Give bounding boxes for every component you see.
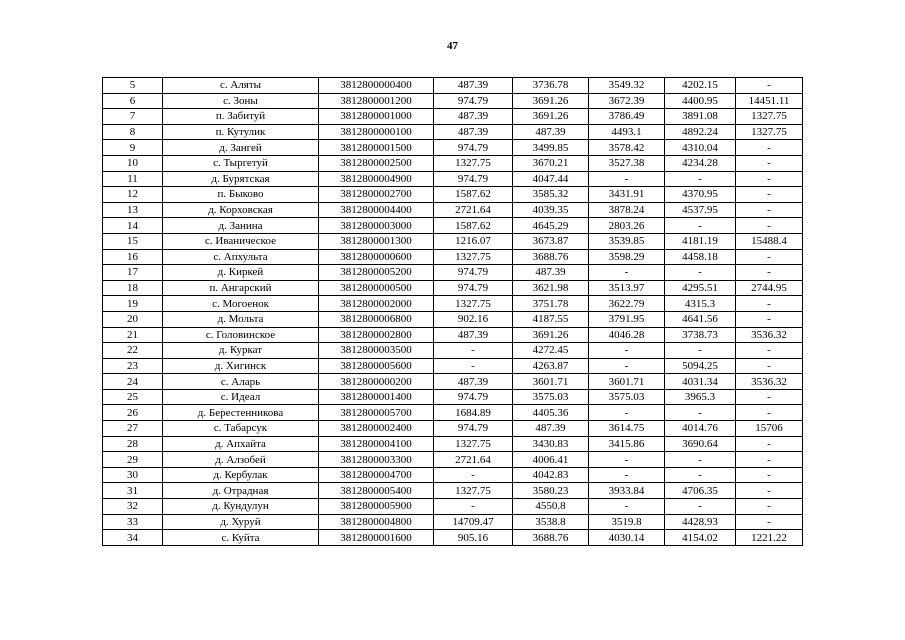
settlement-name-cell: с. Табарсук bbox=[163, 421, 319, 437]
value-cell-2: 3688.76 bbox=[513, 530, 589, 546]
settlement-name-cell: д. Кербулак bbox=[163, 467, 319, 483]
value-cell-2: 4187.55 bbox=[513, 311, 589, 327]
settlement-name-cell: с. Тыргетуй bbox=[163, 155, 319, 171]
table-row bbox=[103, 280, 803, 296]
value-cell-3: 2803.26 bbox=[589, 218, 665, 234]
oktmo-code-cell: 3812800000200 bbox=[319, 374, 434, 390]
table-row bbox=[103, 374, 803, 390]
value-cell-3: 3878.24 bbox=[589, 202, 665, 218]
settlement-name-cell: д. Отрадная bbox=[163, 483, 319, 499]
oktmo-code-cell: 3812800004400 bbox=[319, 202, 434, 218]
value-cell-1: - bbox=[434, 499, 513, 515]
value-cell-3: 3672.39 bbox=[589, 93, 665, 109]
value-cell-4: 4400.95 bbox=[665, 93, 736, 109]
value-cell-1: 487.39 bbox=[434, 124, 513, 140]
oktmo-code-cell: 3812800006800 bbox=[319, 311, 434, 327]
settlement-name-cell: д. Хигинск bbox=[163, 358, 319, 374]
table-row bbox=[103, 155, 803, 171]
value-cell-2: 3688.76 bbox=[513, 249, 589, 265]
value-cell-3: 4030.14 bbox=[589, 530, 665, 546]
table-row bbox=[103, 436, 803, 452]
value-cell-2: 3601.71 bbox=[513, 374, 589, 390]
settlement-name-cell: с. Куйта bbox=[163, 530, 319, 546]
oktmo-code-cell: 3812800003000 bbox=[319, 218, 434, 234]
value-cell-5: 2744.95 bbox=[736, 280, 803, 296]
settlement-name-cell: д. Зангей bbox=[163, 140, 319, 156]
settlement-name-cell: д. Хуруй bbox=[163, 514, 319, 530]
value-cell-5: - bbox=[736, 265, 803, 281]
value-cell-3: 3513.97 bbox=[589, 280, 665, 296]
value-cell-3: - bbox=[589, 343, 665, 359]
table-row bbox=[103, 124, 803, 140]
value-cell-5: 15706 bbox=[736, 421, 803, 437]
value-cell-2: 3499.85 bbox=[513, 140, 589, 156]
table-row bbox=[103, 483, 803, 499]
oktmo-code-cell: 3812800004700 bbox=[319, 467, 434, 483]
value-cell-3: 3578.42 bbox=[589, 140, 665, 156]
row-number-cell: 11 bbox=[103, 171, 163, 187]
value-cell-4: 4706.35 bbox=[665, 483, 736, 499]
value-cell-5: - bbox=[736, 218, 803, 234]
value-cell-2: 3430.83 bbox=[513, 436, 589, 452]
value-cell-2: 4405.36 bbox=[513, 405, 589, 421]
value-cell-2: 4272.45 bbox=[513, 343, 589, 359]
value-cell-4: 4234.28 bbox=[665, 155, 736, 171]
value-cell-4: 5094.25 bbox=[665, 358, 736, 374]
value-cell-5: 1221.22 bbox=[736, 530, 803, 546]
value-cell-1: 2721.64 bbox=[434, 452, 513, 468]
value-cell-2: 3691.26 bbox=[513, 109, 589, 125]
value-cell-1: - bbox=[434, 467, 513, 483]
value-cell-4: 4295.51 bbox=[665, 280, 736, 296]
table-row bbox=[103, 265, 803, 281]
oktmo-code-cell: 3812800004900 bbox=[319, 171, 434, 187]
value-cell-3: 3791.95 bbox=[589, 311, 665, 327]
settlement-name-cell: д. Занина bbox=[163, 218, 319, 234]
value-cell-1: 1327.75 bbox=[434, 249, 513, 265]
row-number-cell: 5 bbox=[103, 78, 163, 94]
row-number-cell: 6 bbox=[103, 93, 163, 109]
settlement-name-cell: с. Зоны bbox=[163, 93, 319, 109]
value-cell-5: - bbox=[736, 467, 803, 483]
oktmo-code-cell: 3812800000400 bbox=[319, 78, 434, 94]
table-row bbox=[103, 296, 803, 312]
value-cell-5: - bbox=[736, 436, 803, 452]
value-cell-1: - bbox=[434, 358, 513, 374]
value-cell-2: 3673.87 bbox=[513, 233, 589, 249]
value-cell-4: 4370.95 bbox=[665, 187, 736, 203]
value-cell-5: - bbox=[736, 249, 803, 265]
value-cell-5: - bbox=[736, 311, 803, 327]
row-number-cell: 15 bbox=[103, 233, 163, 249]
value-cell-4: 3690.64 bbox=[665, 436, 736, 452]
value-cell-5: - bbox=[736, 155, 803, 171]
value-cell-4: 4014.76 bbox=[665, 421, 736, 437]
value-cell-5: - bbox=[736, 78, 803, 94]
settlement-name-cell: с. Идеал bbox=[163, 389, 319, 405]
value-cell-2: 4042.83 bbox=[513, 467, 589, 483]
value-cell-3: - bbox=[589, 467, 665, 483]
oktmo-code-cell: 3812800002800 bbox=[319, 327, 434, 343]
value-cell-4: - bbox=[665, 467, 736, 483]
value-cell-5: - bbox=[736, 202, 803, 218]
table-row bbox=[103, 421, 803, 437]
settlements-table bbox=[102, 77, 803, 546]
table-row bbox=[103, 499, 803, 515]
value-cell-3: 3539.85 bbox=[589, 233, 665, 249]
row-number-cell: 10 bbox=[103, 155, 163, 171]
value-cell-2: 3585.32 bbox=[513, 187, 589, 203]
value-cell-1: 1327.75 bbox=[434, 296, 513, 312]
row-number-cell: 19 bbox=[103, 296, 163, 312]
row-number-cell: 24 bbox=[103, 374, 163, 390]
settlement-name-cell: д. Апхайта bbox=[163, 436, 319, 452]
row-number-cell: 28 bbox=[103, 436, 163, 452]
value-cell-3: 3933.84 bbox=[589, 483, 665, 499]
table-row bbox=[103, 202, 803, 218]
value-cell-2: 3736.78 bbox=[513, 78, 589, 94]
table-row bbox=[103, 109, 803, 125]
value-cell-1: 487.39 bbox=[434, 327, 513, 343]
value-cell-5: - bbox=[736, 296, 803, 312]
row-number-cell: 33 bbox=[103, 514, 163, 530]
value-cell-3: 3527.38 bbox=[589, 155, 665, 171]
value-cell-1: 487.39 bbox=[434, 78, 513, 94]
settlement-name-cell: п. Быково bbox=[163, 187, 319, 203]
value-cell-3: 4493.1 bbox=[589, 124, 665, 140]
settlement-name-cell: с. Аляты bbox=[163, 78, 319, 94]
value-cell-4: - bbox=[665, 452, 736, 468]
value-cell-2: 3691.26 bbox=[513, 93, 589, 109]
table-row bbox=[103, 452, 803, 468]
value-cell-3: 3431.91 bbox=[589, 187, 665, 203]
oktmo-code-cell: 3812800005400 bbox=[319, 483, 434, 499]
value-cell-1: 974.79 bbox=[434, 265, 513, 281]
value-cell-5: - bbox=[736, 405, 803, 421]
value-cell-5: - bbox=[736, 452, 803, 468]
settlement-name-cell: д. Корховская bbox=[163, 202, 319, 218]
value-cell-2: 4263.87 bbox=[513, 358, 589, 374]
value-cell-1: 487.39 bbox=[434, 109, 513, 125]
value-cell-1: 2721.64 bbox=[434, 202, 513, 218]
value-cell-2: 487.39 bbox=[513, 265, 589, 281]
value-cell-4: 4458.18 bbox=[665, 249, 736, 265]
value-cell-4: 4310.04 bbox=[665, 140, 736, 156]
value-cell-2: 4039.35 bbox=[513, 202, 589, 218]
value-cell-5: - bbox=[736, 358, 803, 374]
oktmo-code-cell: 3812800005900 bbox=[319, 499, 434, 515]
row-number-cell: 7 bbox=[103, 109, 163, 125]
value-cell-5: - bbox=[736, 171, 803, 187]
value-cell-4: 4428.93 bbox=[665, 514, 736, 530]
table-row bbox=[103, 389, 803, 405]
value-cell-4: 4031.34 bbox=[665, 374, 736, 390]
value-cell-1: 974.79 bbox=[434, 140, 513, 156]
row-number-cell: 12 bbox=[103, 187, 163, 203]
oktmo-code-cell: 3812800002700 bbox=[319, 187, 434, 203]
row-number-cell: 25 bbox=[103, 389, 163, 405]
oktmo-code-cell: 3812800003500 bbox=[319, 343, 434, 359]
value-cell-5: - bbox=[736, 499, 803, 515]
oktmo-code-cell: 3812800004800 bbox=[319, 514, 434, 530]
value-cell-1: 1216.07 bbox=[434, 233, 513, 249]
settlement-name-cell: п. Забитуй bbox=[163, 109, 319, 125]
table-row bbox=[103, 249, 803, 265]
value-cell-1: 974.79 bbox=[434, 389, 513, 405]
settlement-name-cell: с. Иваническое bbox=[163, 233, 319, 249]
value-cell-3: 3549.32 bbox=[589, 78, 665, 94]
table-row bbox=[103, 93, 803, 109]
value-cell-3: - bbox=[589, 452, 665, 468]
value-cell-5: 3536.32 bbox=[736, 327, 803, 343]
oktmo-code-cell: 3812800001000 bbox=[319, 109, 434, 125]
row-number-cell: 18 bbox=[103, 280, 163, 296]
value-cell-3: 3786.49 bbox=[589, 109, 665, 125]
oktmo-code-cell: 3812800001600 bbox=[319, 530, 434, 546]
settlement-name-cell: д. Алзобей bbox=[163, 452, 319, 468]
settlement-name-cell: п. Кутулик bbox=[163, 124, 319, 140]
value-cell-4: 4537.95 bbox=[665, 202, 736, 218]
value-cell-5: - bbox=[736, 483, 803, 499]
value-cell-2: 487.39 bbox=[513, 124, 589, 140]
row-number-cell: 22 bbox=[103, 343, 163, 359]
value-cell-2: 4006.41 bbox=[513, 452, 589, 468]
value-cell-3: - bbox=[589, 171, 665, 187]
value-cell-4: 3891.08 bbox=[665, 109, 736, 125]
value-cell-2: 4645.29 bbox=[513, 218, 589, 234]
value-cell-2: 3575.03 bbox=[513, 389, 589, 405]
settlement-name-cell: д. Мольта bbox=[163, 311, 319, 327]
value-cell-2: 3621.98 bbox=[513, 280, 589, 296]
oktmo-code-cell: 3812800002500 bbox=[319, 155, 434, 171]
value-cell-3: 3601.71 bbox=[589, 374, 665, 390]
value-cell-2: 4550.8 bbox=[513, 499, 589, 515]
table-row bbox=[103, 78, 803, 94]
table-row bbox=[103, 343, 803, 359]
value-cell-1: 1684.89 bbox=[434, 405, 513, 421]
value-cell-4: - bbox=[665, 171, 736, 187]
table-row bbox=[103, 327, 803, 343]
settlement-name-cell: с. Головинское bbox=[163, 327, 319, 343]
value-cell-5: - bbox=[736, 343, 803, 359]
value-cell-3: - bbox=[589, 499, 665, 515]
table-row bbox=[103, 530, 803, 546]
table-row bbox=[103, 171, 803, 187]
oktmo-code-cell: 3812800000500 bbox=[319, 280, 434, 296]
value-cell-2: 487.39 bbox=[513, 421, 589, 437]
row-number-cell: 9 bbox=[103, 140, 163, 156]
value-cell-5: - bbox=[736, 514, 803, 530]
value-cell-3: 3598.29 bbox=[589, 249, 665, 265]
value-cell-5: 14451.11 bbox=[736, 93, 803, 109]
value-cell-1: 1327.75 bbox=[434, 483, 513, 499]
value-cell-4: - bbox=[665, 218, 736, 234]
row-number-cell: 27 bbox=[103, 421, 163, 437]
oktmo-code-cell: 3812800003300 bbox=[319, 452, 434, 468]
table-row bbox=[103, 467, 803, 483]
table-row bbox=[103, 514, 803, 530]
row-number-cell: 34 bbox=[103, 530, 163, 546]
value-cell-4: 3965.3 bbox=[665, 389, 736, 405]
value-cell-4: 4892.24 bbox=[665, 124, 736, 140]
value-cell-5: - bbox=[736, 187, 803, 203]
value-cell-3: - bbox=[589, 265, 665, 281]
oktmo-code-cell: 3812800005600 bbox=[319, 358, 434, 374]
value-cell-1: 974.79 bbox=[434, 421, 513, 437]
table-row bbox=[103, 218, 803, 234]
row-number-cell: 31 bbox=[103, 483, 163, 499]
value-cell-1: - bbox=[434, 343, 513, 359]
value-cell-4: - bbox=[665, 499, 736, 515]
settlement-name-cell: д. Кундулун bbox=[163, 499, 319, 515]
oktmo-code-cell: 3812800002400 bbox=[319, 421, 434, 437]
row-number-cell: 29 bbox=[103, 452, 163, 468]
page-number: 47 bbox=[447, 40, 458, 52]
oktmo-code-cell: 3812800005700 bbox=[319, 405, 434, 421]
row-number-cell: 8 bbox=[103, 124, 163, 140]
value-cell-5: - bbox=[736, 389, 803, 405]
value-cell-2: 3751.78 bbox=[513, 296, 589, 312]
value-cell-1: 974.79 bbox=[434, 280, 513, 296]
table-row bbox=[103, 187, 803, 203]
oktmo-code-cell: 3812800002000 bbox=[319, 296, 434, 312]
settlement-name-cell: с. Апхульта bbox=[163, 249, 319, 265]
value-cell-1: 1327.75 bbox=[434, 155, 513, 171]
value-cell-1: 1587.62 bbox=[434, 218, 513, 234]
settlement-name-cell: п. Ангарский bbox=[163, 280, 319, 296]
row-number-cell: 26 bbox=[103, 405, 163, 421]
value-cell-1: 974.79 bbox=[434, 171, 513, 187]
value-cell-4: - bbox=[665, 343, 736, 359]
table-row bbox=[103, 233, 803, 249]
value-cell-1: 14709.47 bbox=[434, 514, 513, 530]
value-cell-2: 3580.23 bbox=[513, 483, 589, 499]
value-cell-4: 4154.02 bbox=[665, 530, 736, 546]
value-cell-2: 4047.44 bbox=[513, 171, 589, 187]
value-cell-2: 3670.21 bbox=[513, 155, 589, 171]
settlement-name-cell: с. Аларь bbox=[163, 374, 319, 390]
row-number-cell: 32 bbox=[103, 499, 163, 515]
value-cell-3: 3622.79 bbox=[589, 296, 665, 312]
row-number-cell: 14 bbox=[103, 218, 163, 234]
value-cell-3: 3614.75 bbox=[589, 421, 665, 437]
settlement-name-cell: д. Киркей bbox=[163, 265, 319, 281]
value-cell-1: 974.79 bbox=[434, 93, 513, 109]
value-cell-4: 4202.15 bbox=[665, 78, 736, 94]
value-cell-3: 3575.03 bbox=[589, 389, 665, 405]
value-cell-3: - bbox=[589, 405, 665, 421]
value-cell-1: 902.16 bbox=[434, 311, 513, 327]
value-cell-5: 1327.75 bbox=[736, 124, 803, 140]
value-cell-5: 1327.75 bbox=[736, 109, 803, 125]
value-cell-1: 1327.75 bbox=[434, 436, 513, 452]
oktmo-code-cell: 3812800004100 bbox=[319, 436, 434, 452]
settlement-name-cell: с. Могоенок bbox=[163, 296, 319, 312]
oktmo-code-cell: 3812800000100 bbox=[319, 124, 434, 140]
value-cell-3: 3415.86 bbox=[589, 436, 665, 452]
value-cell-4: 3738.73 bbox=[665, 327, 736, 343]
settlement-name-cell: д. Куркат bbox=[163, 343, 319, 359]
table-row bbox=[103, 311, 803, 327]
value-cell-2: 3538.8 bbox=[513, 514, 589, 530]
value-cell-5: 3536.32 bbox=[736, 374, 803, 390]
value-cell-5: 15488.4 bbox=[736, 233, 803, 249]
value-cell-4: 4315.3 bbox=[665, 296, 736, 312]
oktmo-code-cell: 3812800001400 bbox=[319, 389, 434, 405]
row-number-cell: 23 bbox=[103, 358, 163, 374]
table-row bbox=[103, 358, 803, 374]
value-cell-3: - bbox=[589, 358, 665, 374]
value-cell-3: 4046.28 bbox=[589, 327, 665, 343]
value-cell-4: - bbox=[665, 405, 736, 421]
value-cell-5: - bbox=[736, 140, 803, 156]
settlement-name-cell: д. Берестенникова bbox=[163, 405, 319, 421]
table-row bbox=[103, 140, 803, 156]
row-number-cell: 20 bbox=[103, 311, 163, 327]
table-body bbox=[103, 78, 803, 546]
value-cell-1: 487.39 bbox=[434, 374, 513, 390]
value-cell-4: 4181.19 bbox=[665, 233, 736, 249]
row-number-cell: 13 bbox=[103, 202, 163, 218]
row-number-cell: 16 bbox=[103, 249, 163, 265]
value-cell-2: 3691.26 bbox=[513, 327, 589, 343]
oktmo-code-cell: 3812800005200 bbox=[319, 265, 434, 281]
value-cell-3: 3519.8 bbox=[589, 514, 665, 530]
oktmo-code-cell: 3812800001500 bbox=[319, 140, 434, 156]
oktmo-code-cell: 3812800001200 bbox=[319, 93, 434, 109]
value-cell-1: 905.16 bbox=[434, 530, 513, 546]
value-cell-1: 1587.62 bbox=[434, 187, 513, 203]
settlement-name-cell: д. Бурятская bbox=[163, 171, 319, 187]
value-cell-4: 4641.56 bbox=[665, 311, 736, 327]
value-cell-4: - bbox=[665, 265, 736, 281]
row-number-cell: 21 bbox=[103, 327, 163, 343]
oktmo-code-cell: 3812800000600 bbox=[319, 249, 434, 265]
table-row bbox=[103, 405, 803, 421]
oktmo-code-cell: 3812800001300 bbox=[319, 233, 434, 249]
row-number-cell: 17 bbox=[103, 265, 163, 281]
row-number-cell: 30 bbox=[103, 467, 163, 483]
